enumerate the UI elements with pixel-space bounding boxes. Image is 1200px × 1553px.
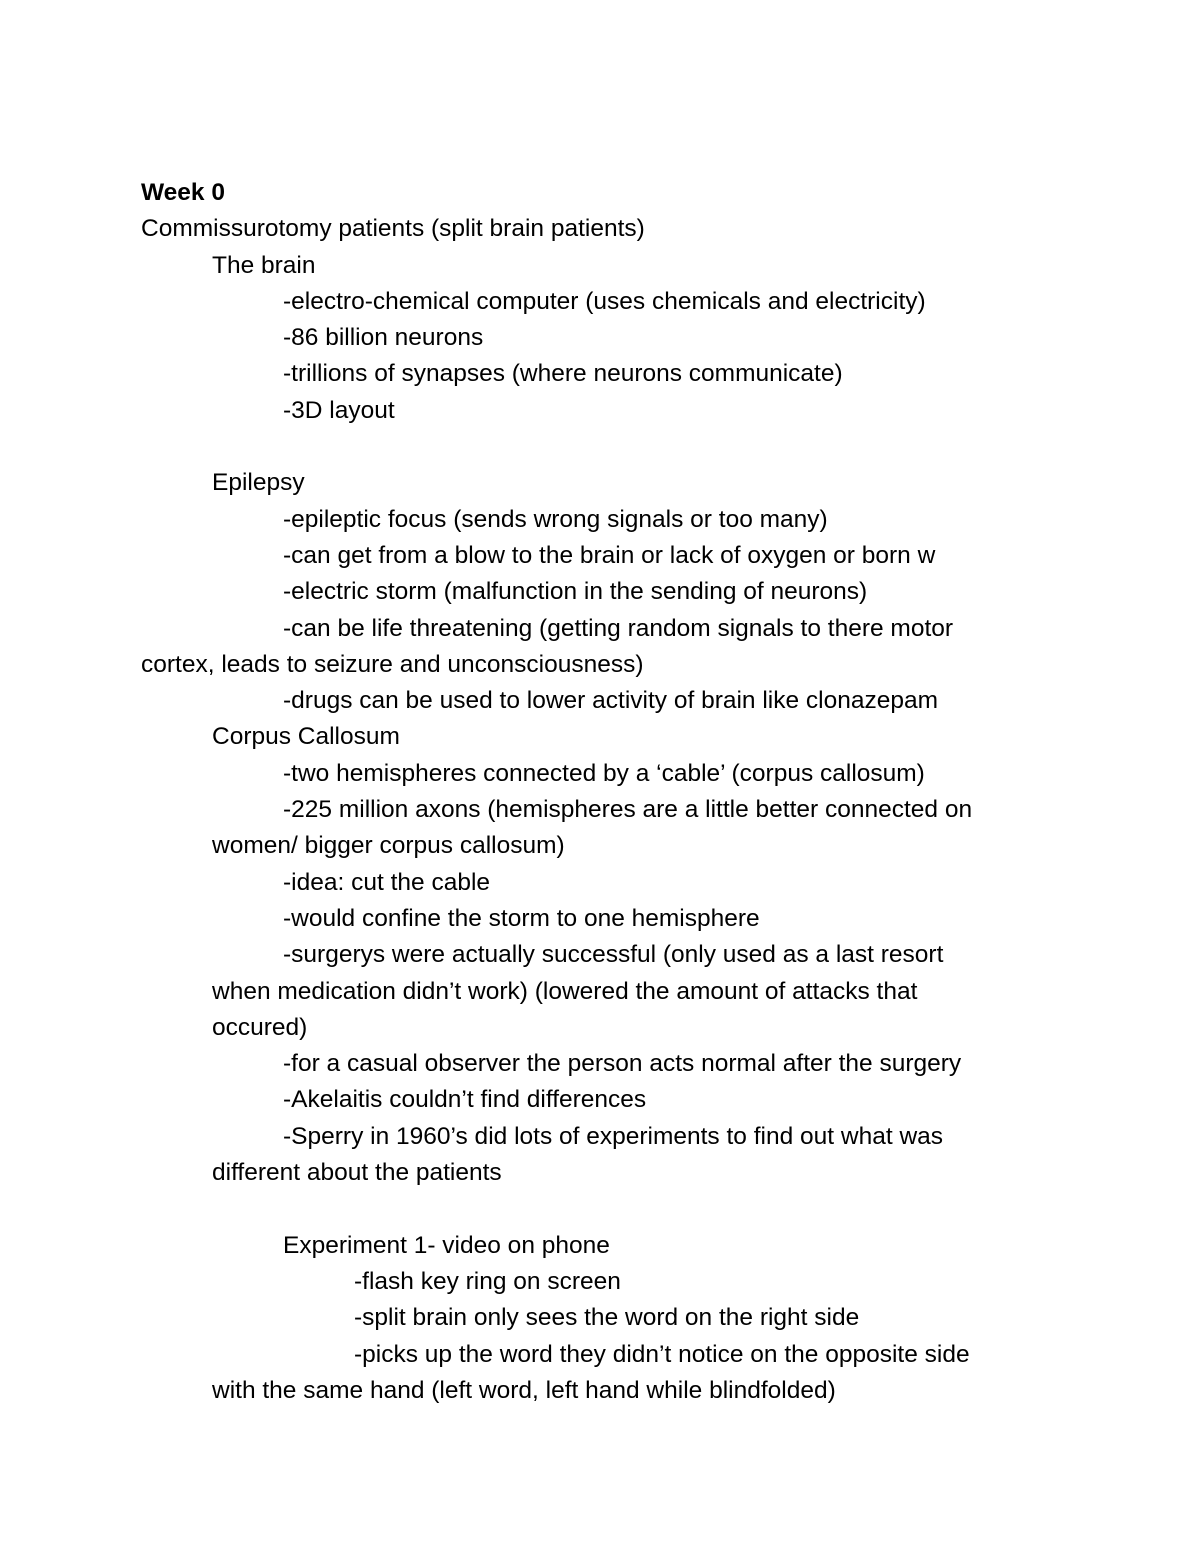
text-line: -Sperry in 1960’s did lots of experiments to find out what was [283, 1122, 944, 1150]
text-line: The brain [212, 251, 316, 279]
text-line: -can get from a blow to the brain or lack of oxygen or born w [283, 541, 936, 569]
text-line: when medication didn’t work) (lowered the amount of attacks that [212, 977, 918, 1005]
text-line: -split brain only sees the word on the right side [354, 1304, 860, 1332]
text-line: with the same hand (left word, left hand while blindfolded) [212, 1376, 836, 1404]
document-title: Week 0 [141, 179, 225, 206]
text-line: -picks up the word they didn’t notice on the opposite side [354, 1340, 970, 1368]
blank-line [141, 1191, 1081, 1227]
text-line: -86 billion neurons [283, 324, 484, 352]
text-line: cortex, leads to seizure and unconsciousness) [141, 650, 644, 678]
text-line: -would confine the storm to one hemisphere [283, 904, 760, 932]
blank-line [141, 429, 1081, 465]
text-line: -for a casual observer the person acts normal after the surgery [283, 1050, 962, 1078]
text-line: -epileptic focus (sends wrong signals or too many) [283, 505, 828, 533]
document-lines [141, 211, 1081, 1409]
text-line: -flash key ring on screen [354, 1267, 621, 1295]
text-line: Experiment 1- video on phone [283, 1231, 610, 1259]
text-line: -electro-chemical computer (uses chemicals and electricity) [283, 287, 926, 315]
text-line: -electric storm (malfunction in the sending of neurons) [283, 578, 868, 606]
text-line: occured) [212, 1013, 308, 1041]
document-body [141, 175, 1081, 1409]
text-line: -drugs can be used to lower activity of brain like clonazepam [283, 687, 939, 715]
text-line: -225 million axons (hemispheres are a little better connected on [283, 796, 973, 824]
text-line: Corpus Callosum [212, 723, 400, 751]
text-line: -idea: cut the cable [283, 868, 491, 896]
text-line: Commissurotomy patients (split brain patients) [141, 215, 645, 243]
text-line: -surgerys were actually successful (only used as a last resort [283, 941, 944, 969]
text-line: -two hemispheres connected by a ‘cable’ (corpus callosum) [283, 759, 925, 787]
text-line: -Akelaitis couldn’t find differences [283, 1086, 647, 1114]
text-line: -trillions of synapses (where neurons communicate) [283, 360, 843, 388]
text-line: -can be life threatening (getting random signals to there motor [283, 614, 954, 642]
text-line: women/ bigger corpus callosum) [212, 832, 565, 860]
text-line: -3D layout [283, 396, 395, 424]
text-line: different about the patients [212, 1159, 502, 1187]
text-line: Epilepsy [212, 469, 305, 497]
